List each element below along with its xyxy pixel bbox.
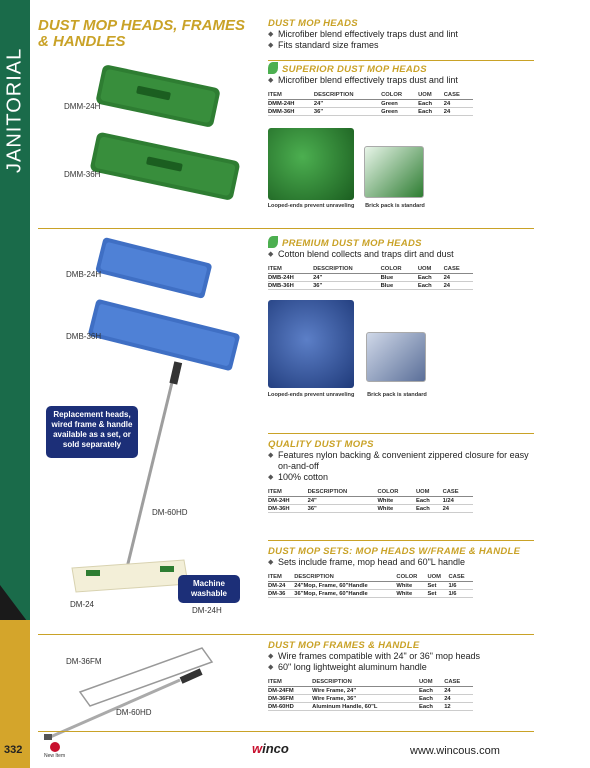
cell: 1/6 bbox=[448, 582, 473, 590]
cell: 24" bbox=[313, 274, 381, 282]
col-header: COLOR bbox=[396, 574, 427, 582]
cell: DMM-24H bbox=[268, 100, 314, 108]
section-title: DUST MOP SETS: MOP HEADS W/FRAME & HANDLE bbox=[268, 546, 521, 557]
bullet: ◆ Microfiber blend effectively traps dust and lint bbox=[268, 29, 536, 40]
section-title: SUPERIOR DUST MOP HEADS bbox=[282, 64, 427, 75]
table-row bbox=[268, 687, 473, 695]
cell: DM-24FM bbox=[268, 687, 312, 695]
section-quality bbox=[268, 439, 536, 513]
table-row bbox=[268, 100, 473, 108]
washable-callout: Machine washable bbox=[178, 575, 240, 603]
cell: Each bbox=[418, 100, 444, 108]
cell: Each bbox=[418, 282, 444, 290]
caption-loops: Looped-ends prevent unraveling bbox=[267, 203, 355, 209]
cell: Each bbox=[416, 497, 443, 505]
bullet: ◆ Features nylon backing & convenient zippered closure for easy on-and-off bbox=[268, 450, 536, 472]
eco-leaf-icon bbox=[268, 236, 278, 248]
photo-cotton-loops bbox=[268, 300, 354, 388]
spec-table-superior bbox=[268, 92, 473, 116]
table-row bbox=[268, 695, 473, 703]
bullet: ◆ 100% cotton bbox=[268, 472, 536, 483]
col-header: CASE bbox=[444, 92, 473, 100]
col-header: COLOR bbox=[381, 266, 418, 274]
bullet: ◆ Microfiber blend effectively traps dust and lint bbox=[268, 75, 536, 86]
spec-table-premium bbox=[268, 266, 473, 290]
section-sets bbox=[268, 546, 536, 598]
col-header: ITEM bbox=[268, 489, 308, 497]
caption-brick: Brick pack is standard bbox=[367, 392, 427, 398]
col-header: ITEM bbox=[268, 679, 312, 687]
cell: 24 bbox=[444, 687, 473, 695]
page-title: DUST MOP HEADS, FRAMES & HANDLES bbox=[38, 17, 245, 50]
table-row bbox=[268, 505, 473, 513]
cell: 36" bbox=[314, 108, 381, 116]
caption-loops: Looped-ends prevent unraveling bbox=[267, 392, 355, 398]
section-superior bbox=[268, 62, 536, 116]
label-dmm-36h: DMM-36H bbox=[64, 170, 101, 179]
bullet: ◆ Fits standard size frames bbox=[268, 40, 536, 51]
label-dm-24: DM-24 bbox=[70, 600, 95, 609]
cell: 24 bbox=[444, 695, 473, 703]
cell: Each bbox=[419, 695, 444, 703]
replacement-callout: Replacement heads, wired frame & handle available as a set, or sold separately bbox=[46, 406, 138, 458]
cell: 36"Mop, Frame, 60"Handle bbox=[294, 590, 396, 598]
caption-brick: Brick pack is standard bbox=[365, 203, 425, 209]
table-row bbox=[268, 590, 473, 598]
table-header bbox=[268, 574, 473, 582]
label-dmb-24h: DMB-24H bbox=[66, 270, 102, 279]
logo-w: w bbox=[252, 741, 263, 756]
col-header: COLOR bbox=[381, 92, 418, 100]
col-header: CASE bbox=[448, 574, 473, 582]
table-row bbox=[268, 703, 473, 711]
col-header: UOM bbox=[419, 679, 444, 687]
cell: 24"Mop, Frame, 60"Handle bbox=[294, 582, 396, 590]
table-row bbox=[268, 108, 473, 116]
table-header bbox=[268, 489, 473, 497]
col-header: UOM bbox=[427, 574, 448, 582]
col-header: CASE bbox=[444, 679, 473, 687]
cell: DMB-36H bbox=[268, 282, 313, 290]
table-row bbox=[268, 274, 473, 282]
cell: White bbox=[377, 505, 416, 513]
cell: 24 bbox=[444, 274, 473, 282]
new-item-legend bbox=[44, 742, 65, 759]
label-dm-24h: DM-24H bbox=[192, 606, 222, 615]
section-title: QUALITY DUST MOPS bbox=[268, 439, 374, 450]
dm-24-image bbox=[64, 360, 224, 600]
col-header: DESCRIPTION bbox=[314, 92, 381, 100]
cell: 24 bbox=[444, 100, 473, 108]
spec-table-quality bbox=[268, 489, 473, 513]
table-row bbox=[268, 582, 473, 590]
section-title: DUST MOP FRAMES & HANDLE bbox=[268, 640, 420, 651]
cell: DM-60HD bbox=[268, 703, 312, 711]
section-premium bbox=[268, 236, 536, 290]
cell: White bbox=[396, 582, 427, 590]
col-header: ITEM bbox=[268, 92, 314, 100]
cell: Aluminum Handle, 60"L bbox=[312, 703, 419, 711]
divider bbox=[268, 60, 534, 61]
cell: DM-36 bbox=[268, 590, 294, 598]
new-item-label: New Item bbox=[44, 753, 66, 759]
logo-rest: inco bbox=[262, 741, 289, 756]
dmm-36h-image bbox=[84, 128, 244, 204]
bullet: ◆ Wire frames compatible with 24" or 36" mop heads bbox=[268, 651, 536, 662]
spec-table-sets bbox=[268, 574, 473, 598]
cell: Each bbox=[416, 505, 443, 513]
section-title: PREMIUM DUST MOP HEADS bbox=[282, 238, 422, 249]
new-item-icon bbox=[50, 742, 60, 752]
col-header: UOM bbox=[418, 266, 444, 274]
cell: 24" bbox=[308, 497, 378, 505]
section-title-wrap bbox=[268, 236, 536, 249]
section-title: DUST MOP HEADS bbox=[268, 18, 358, 29]
table-header bbox=[268, 679, 473, 687]
cell: Green bbox=[381, 100, 418, 108]
label-dmb-36h: DMB-36H bbox=[66, 332, 102, 341]
cell: 24 bbox=[444, 282, 473, 290]
label-dm-60hd: DM-60HD bbox=[152, 508, 188, 517]
col-header: DESCRIPTION bbox=[313, 266, 381, 274]
cell: White bbox=[396, 590, 427, 598]
photo-brick-pack-blue bbox=[366, 332, 426, 382]
sidebar-corner bbox=[0, 585, 30, 625]
divider bbox=[38, 634, 534, 635]
table-row bbox=[268, 282, 473, 290]
cell: DMB-24H bbox=[268, 274, 313, 282]
table-row bbox=[268, 497, 473, 505]
spec-table-frames bbox=[268, 679, 473, 711]
winco-logo bbox=[252, 741, 316, 755]
col-header: DESCRIPTION bbox=[312, 679, 419, 687]
label-dm-36fm: DM-36FM bbox=[66, 657, 102, 666]
section-dust-mop-heads bbox=[268, 18, 536, 51]
cell: 24 bbox=[443, 505, 473, 513]
col-header: DESCRIPTION bbox=[308, 489, 378, 497]
table-header bbox=[268, 92, 473, 100]
divider bbox=[38, 731, 534, 732]
cell: DM-24H bbox=[268, 497, 308, 505]
section-frames bbox=[268, 640, 536, 711]
cell: 36" bbox=[308, 505, 378, 513]
dm-36fm-image bbox=[40, 640, 240, 750]
divider bbox=[38, 228, 534, 229]
cell: DMM-36H bbox=[268, 108, 314, 116]
cell: Blue bbox=[381, 274, 418, 282]
cell: DM-24 bbox=[268, 582, 294, 590]
page-number: 332 bbox=[4, 744, 23, 756]
label-dmm-24h: DMM-24H bbox=[64, 102, 101, 111]
section-title-wrap bbox=[268, 62, 536, 75]
col-header: CASE bbox=[443, 489, 473, 497]
photo-microfiber-loops bbox=[268, 128, 354, 200]
cell: Each bbox=[419, 703, 444, 711]
cell: Set bbox=[427, 582, 448, 590]
cell: Each bbox=[418, 108, 444, 116]
bullet: ◆ 60" long lightweight aluminum handle bbox=[268, 662, 536, 673]
cell: Each bbox=[418, 274, 444, 282]
col-header: ITEM bbox=[268, 266, 313, 274]
col-header: ITEM bbox=[268, 574, 294, 582]
cell: 24 bbox=[444, 108, 473, 116]
cell: Set bbox=[427, 590, 448, 598]
cell: Blue bbox=[381, 282, 418, 290]
col-header: COLOR bbox=[377, 489, 416, 497]
divider bbox=[268, 433, 534, 434]
cell: 1/24 bbox=[443, 497, 473, 505]
dmm-24h-image bbox=[88, 62, 228, 130]
col-header: DESCRIPTION bbox=[294, 574, 396, 582]
cell: Each bbox=[419, 687, 444, 695]
photo-brick-pack-green bbox=[364, 146, 424, 198]
footer-url: www.wincous.com bbox=[410, 745, 500, 757]
cell: 24" bbox=[314, 100, 381, 108]
col-header: UOM bbox=[416, 489, 443, 497]
col-header: UOM bbox=[418, 92, 444, 100]
cell: Green bbox=[381, 108, 418, 116]
bullet: ◆ Cotton blend collects and traps dirt and dust bbox=[268, 249, 536, 260]
cell: DM-36H bbox=[268, 505, 308, 513]
eco-leaf-icon bbox=[268, 62, 278, 74]
bullet: ◆ Sets include frame, mop head and 60"L handle bbox=[268, 557, 536, 568]
label-dm-60hd-b: DM-60HD bbox=[116, 708, 152, 717]
divider bbox=[268, 540, 534, 541]
table-header bbox=[268, 266, 473, 274]
category-label: JANITORIAL bbox=[3, 47, 26, 173]
cell: DM-36FM bbox=[268, 695, 312, 703]
cell: Wire Frame, 24" bbox=[312, 687, 419, 695]
cell: White bbox=[377, 497, 416, 505]
cell: 12 bbox=[444, 703, 473, 711]
cell: Wire Frame, 36" bbox=[312, 695, 419, 703]
cell: 36" bbox=[313, 282, 381, 290]
cell: 1/6 bbox=[448, 590, 473, 598]
col-header: CASE bbox=[444, 266, 473, 274]
